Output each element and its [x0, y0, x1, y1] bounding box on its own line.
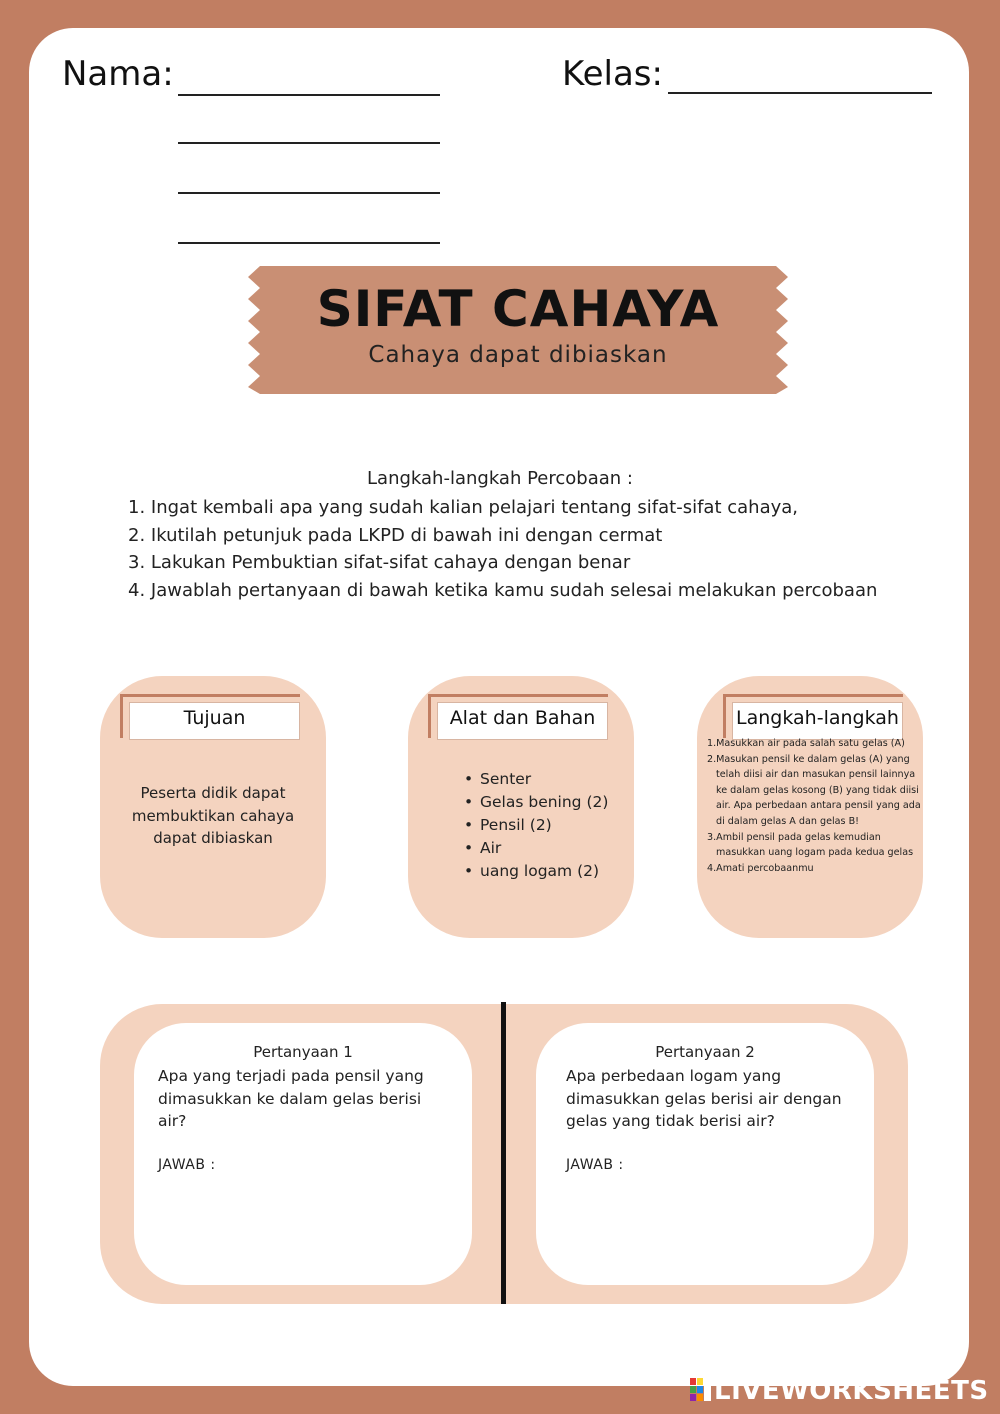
banner-subtitle: Cahaya dapat dibiaskan: [368, 342, 668, 368]
list-item: • Senter: [464, 768, 608, 791]
list-item: • Gelas bening (2): [464, 791, 608, 814]
question-2-box[interactable]: [536, 1023, 874, 1285]
question-2-answer-label: JAWAB :: [566, 1157, 624, 1173]
questions-divider: [501, 1002, 506, 1304]
question-1-box[interactable]: [134, 1023, 472, 1285]
question-2-text: Apa perbedaan logam yang dimasukkan gelas berisi air dengan gelas yang tidak berisi air?: [566, 1067, 842, 1130]
langkah-card-header: [723, 694, 903, 738]
steps-list: [128, 494, 877, 604]
langkah-list: [707, 736, 921, 876]
list-item: 1.Masukkan air pada salah satu gelas (A): [707, 738, 905, 749]
steps-item: 3. Lakukan Pembuktian sifat-sifat cahaya dengan benar: [128, 552, 631, 573]
alat-bahan-card-title: Alat dan Bahan: [437, 702, 608, 740]
steps-heading: Langkah-langkah Percobaan :: [367, 468, 633, 489]
title-banner: [248, 266, 788, 394]
kelas-label: Kelas:: [562, 54, 663, 94]
steps-item: 4. Jawablah pertanyaan di bawah ketika kamu sudah selesai melakukan percobaan: [128, 579, 878, 601]
liveworksheets-logo: [690, 1374, 990, 1408]
langkah-card: [697, 676, 923, 938]
liveworksheets-logo-icon: [690, 1378, 712, 1402]
liveworksheets-brand: LIVEWORKSHEETS: [714, 1376, 989, 1406]
kelas-input-line[interactable]: [668, 92, 932, 94]
alat-bahan-card: [408, 676, 634, 938]
tujuan-text: Peserta didik dapat membuktikan cahaya dapat dibiaskan: [131, 784, 295, 847]
tujuan-card-header: [120, 694, 300, 738]
nama-input-line-1[interactable]: [178, 94, 440, 96]
list-item: 3.Ambil pensil pada gelas kemudian masukkan uang logam pada kedua gelas: [707, 831, 914, 859]
tujuan-card: [100, 676, 326, 938]
question-1-text: Apa yang terjadi pada pensil yang dimasukkan ke dalam gelas berisi air?: [158, 1067, 424, 1130]
nama-input-line-4[interactable]: [178, 242, 440, 244]
nama-label: Nama:: [62, 54, 174, 94]
list-item: • uang logam (2): [464, 860, 608, 883]
question-1-title: Pertanyaan 1: [253, 1043, 353, 1061]
nama-input-line-3[interactable]: [178, 192, 440, 194]
langkah-card-title: Langkah-langkah: [732, 702, 903, 740]
list-item: • Air: [464, 837, 608, 860]
alat-bahan-card-header: [428, 694, 608, 738]
steps-item: 2. Ikutilah petunjuk pada LKPD di bawah ini dengan cermat: [128, 524, 663, 546]
question-1-answer-label: JAWAB :: [158, 1157, 216, 1173]
steps-item: 1. Ingat kembali apa yang sudah kalian pelajari tentang sifat-sifat cahaya,: [128, 497, 798, 518]
list-item: • Pensil (2): [464, 814, 608, 837]
alat-bahan-list: [464, 768, 608, 883]
question-2-title: Pertanyaan 2: [655, 1043, 755, 1061]
tujuan-card-title: Tujuan: [129, 702, 300, 740]
nama-input-line-2[interactable]: [178, 142, 440, 144]
banner-title: SIFAT CAHAYA: [316, 280, 720, 338]
list-item: 2.Masukan pensil ke dalam gelas (A) yang telah diisi air dan masukan pensil lainnya ke dalam gelas kosong (B) yang tidak diisi air. Apa perbedaan antara pensil yang ada di dalam gelas A dan gelas B!: [707, 753, 921, 827]
list-item: 4.Amati percobaanmu: [707, 862, 814, 874]
